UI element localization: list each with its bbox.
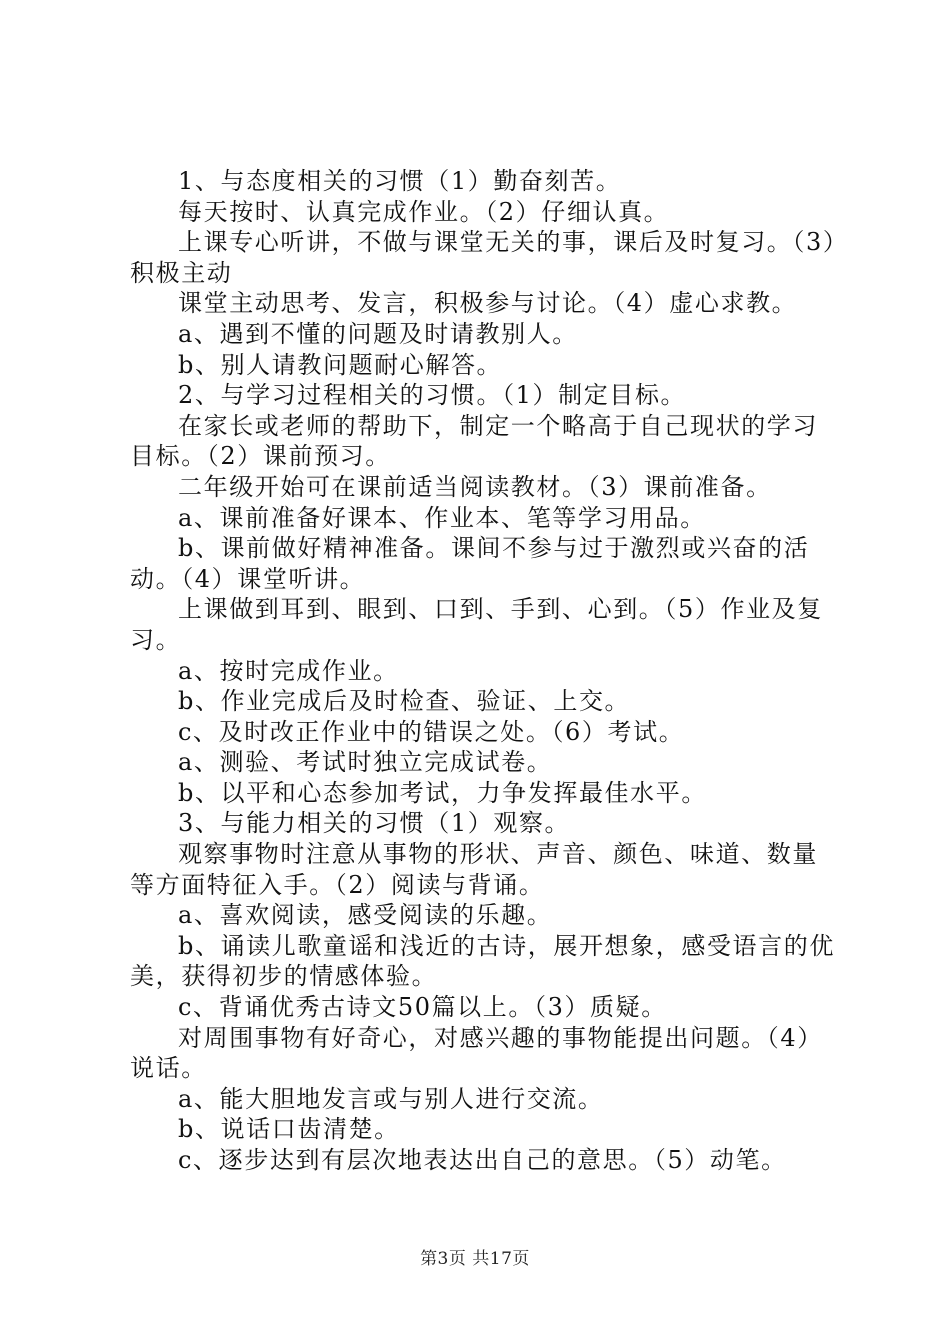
paragraph: 2、与学习过程相关的习惯。（1）制定目标。 (178, 381, 687, 410)
paragraph: 二年级开始可在课前适当阅读教材。（3）课前准备。 (178, 472, 772, 501)
paragraph: c、背诵优秀古诗文50篇以上。（3）质疑。 (178, 993, 667, 1022)
paragraph: a、测验、考试时独立完成试卷。 (178, 748, 553, 777)
paragraph: 上课专心听讲，不做与课堂无关的事，课后及时复习。（3）积极主动 (130, 228, 837, 287)
paragraph: a、遇到不懂的问题及时请教别人。 (178, 319, 578, 348)
paragraph: 上课做到耳到、眼到、口到、手到、心到。（5）作业及复习。 (130, 595, 823, 654)
paragraph: a、能大胆地发言或与别人进行交流。 (178, 1084, 604, 1113)
paragraph: 每天按时、认真完成作业。（2）仔细认真。 (178, 197, 670, 226)
paragraph: c、逐步达到有层次地表达出自己的意思。（5）动笔。 (178, 1146, 787, 1174)
paragraph: b、作业完成后及时检查、验证、上交。 (178, 687, 631, 716)
paragraph: 1、与态度相关的习惯（1）勤奋刻苦。 (178, 167, 622, 195)
paragraph: a、喜欢阅读，感受阅读的乐趣。 (178, 901, 553, 930)
paragraph: b、以平和心态参加考试，力争发挥最佳水平。 (178, 778, 707, 807)
paragraph: 课堂主动思考、发言，积极参与讨论。（4）虚心求教。 (178, 289, 798, 318)
paragraph: 对周围事物有好奇心，对感兴趣的事物能提出问题。（4）说话。 (130, 1023, 823, 1083)
paragraph: 观察事物时注意从事物的形状、声音、颜色、味道、数量等方面特征入手。（2）阅读与背诵。 (130, 840, 818, 899)
paragraph: 3、与能力相关的习惯（1）观察。 (178, 809, 571, 838)
paragraph: a、课前准备好课本、作业本、笔等学习用品。 (178, 503, 706, 532)
paragraph: a、按时完成作业。 (178, 656, 399, 685)
paragraph: b、诵读儿歌童谣和浅近的古诗，展开想象，感受语言的优美，获得初步的情感体验。 (130, 931, 835, 991)
paragraph: b、说话口齿清楚。 (178, 1115, 400, 1144)
paragraph: 在家长或老师的帮助下，制定一个略高于自己现状的学习目标。（2）课前预习。 (130, 411, 818, 471)
page-number-footer: 第3页 共17页 (420, 1249, 530, 1269)
paragraph: c、及时改正作业中的错误之处。（6）考试。 (178, 717, 685, 746)
paragraph: b、课前做好精神准备。课间不参与过于激烈或兴奋的活动。（4）课堂听讲。 (130, 534, 810, 593)
document-body (130, 166, 842, 1176)
paragraph: b、别人请教问题耐心解答。 (178, 350, 503, 379)
